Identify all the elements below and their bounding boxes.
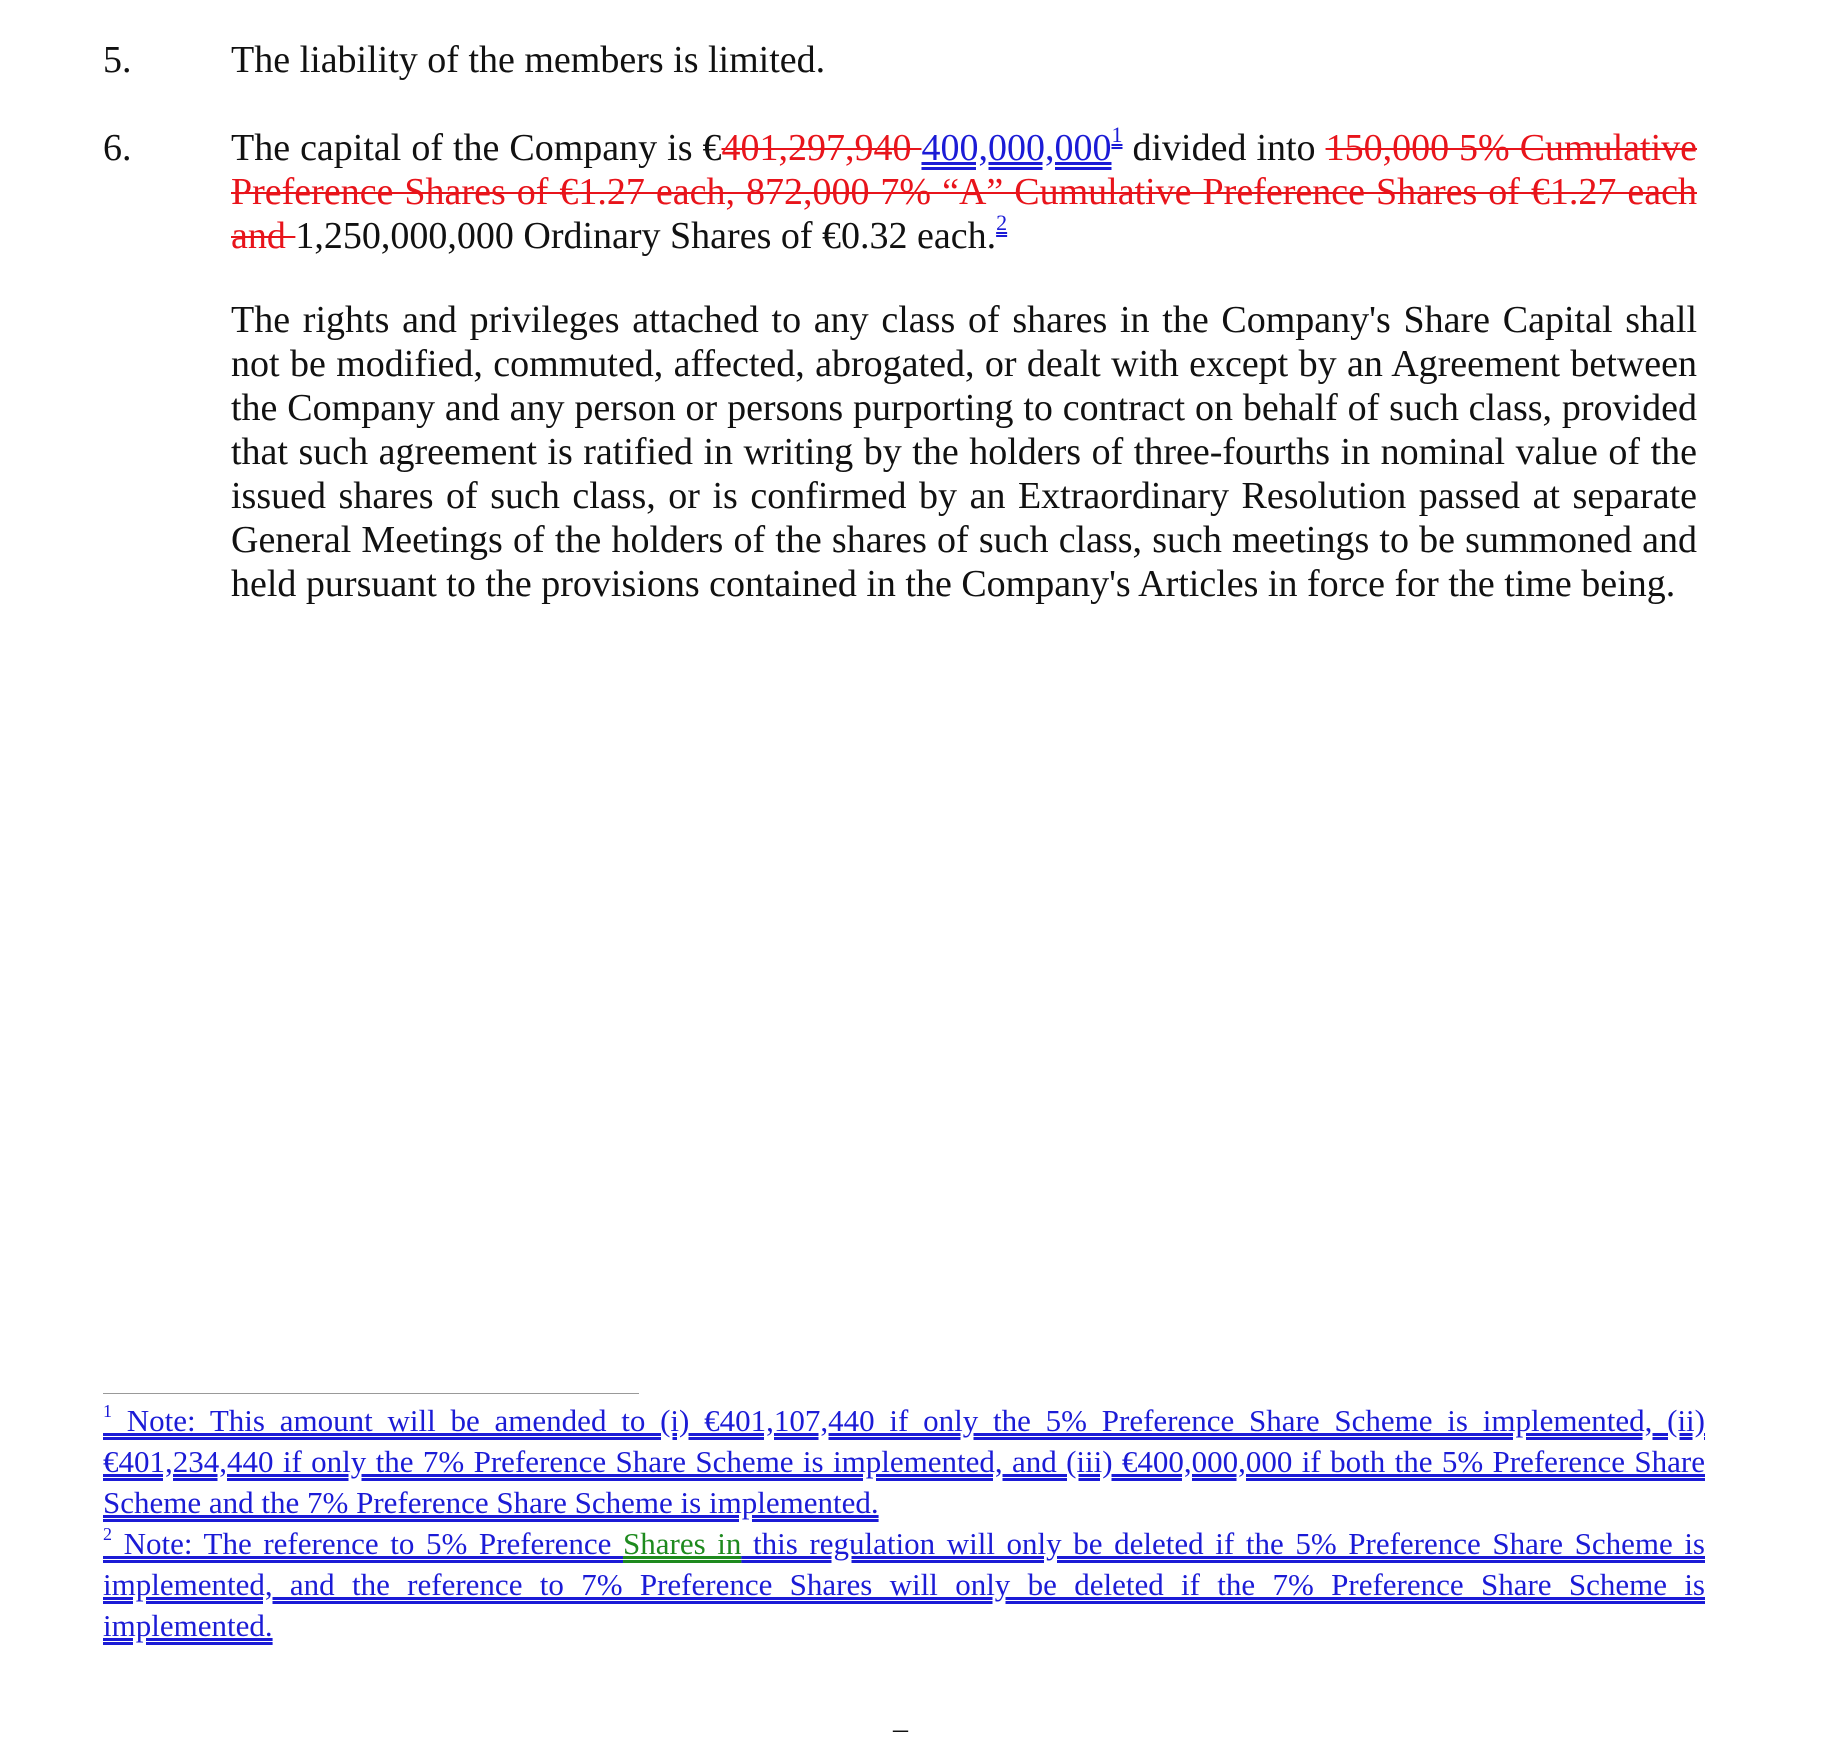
footnote-1-text: Note: This amount will be amended to (i) €401,107,440 if only the 5% Preference Share Scheme is implemented, (ii) €401,234,440 if only the 7% Preference Share Scheme is implemented, and (iii) €400,000,000 if both the 5% Preference Share Scheme and the 7% Preference Share Scheme is implemented. bbox=[103, 1403, 1705, 1520]
footnote-2-moved-text: Shares in bbox=[623, 1526, 742, 1561]
footnote-1-mark: 1 bbox=[103, 1401, 112, 1421]
footnote-2-text-part3: this regulation will only be deleted if the 5% Preference Share Scheme is implemented, and the reference to 7% Preference Shares will only be deleted if the 7% Preference Share Scheme is implemented. bbox=[103, 1526, 1705, 1643]
footnote-2 bbox=[103, 1523, 1705, 1646]
footnote-1 bbox=[103, 1400, 1705, 1523]
rights-paragraph: The rights and privileges attached to any class of shares in the Company's Share Capital shall not be modified, commuted, affected, abrogated, or dealt with except by an Agreement between the Company and any person or persons purporting to contract on behalf of such class, provided that such agreement is ratified in writing by the holders of three-fourths in nominal value of the issued shares of such class, or is confirmed by an Extraordinary Resolution passed at separate General Meetings of the holders of the shares of such class, such meetings to be summoned and held pursuant to the provisions contained in the Company's Articles in force for the time being. bbox=[231, 299, 1697, 605]
clause-6-text-part3: 1,250,000,000 Ordinary Shares of €0.32 each. bbox=[295, 215, 997, 257]
footnote-2-mark: 2 bbox=[103, 1524, 112, 1544]
clause-6-text-part2: divided into bbox=[1122, 127, 1326, 169]
deleted-preference-shares: 150,000 5% Cumulative Preference Shares of €1.27 each, 872,000 7% “A” Cumulative Preference Shares of €1.27 each and bbox=[231, 127, 1698, 257]
footnote-ref-2[interactable]: 2 bbox=[996, 210, 1008, 235]
clause-6-number: 6. bbox=[103, 127, 132, 169]
clause-6-text-part1: The capital of the Company is € bbox=[231, 127, 722, 169]
footnote-separator bbox=[103, 1393, 639, 1394]
inserted-amount: 400,000,000 bbox=[921, 127, 1112, 169]
clause-5-text: The liability of the members is limited. bbox=[231, 39, 826, 81]
clause-6-text bbox=[231, 122, 1698, 258]
footnote-2-text-part1: Note: The reference to 5% Preference bbox=[112, 1526, 624, 1561]
page-number-fragment: – bbox=[893, 1712, 908, 1745]
footnote-ref-1[interactable]: 1 bbox=[1111, 122, 1123, 147]
deleted-amount: 401,297,940 bbox=[721, 127, 922, 169]
clause-5-number: 5. bbox=[103, 39, 132, 81]
